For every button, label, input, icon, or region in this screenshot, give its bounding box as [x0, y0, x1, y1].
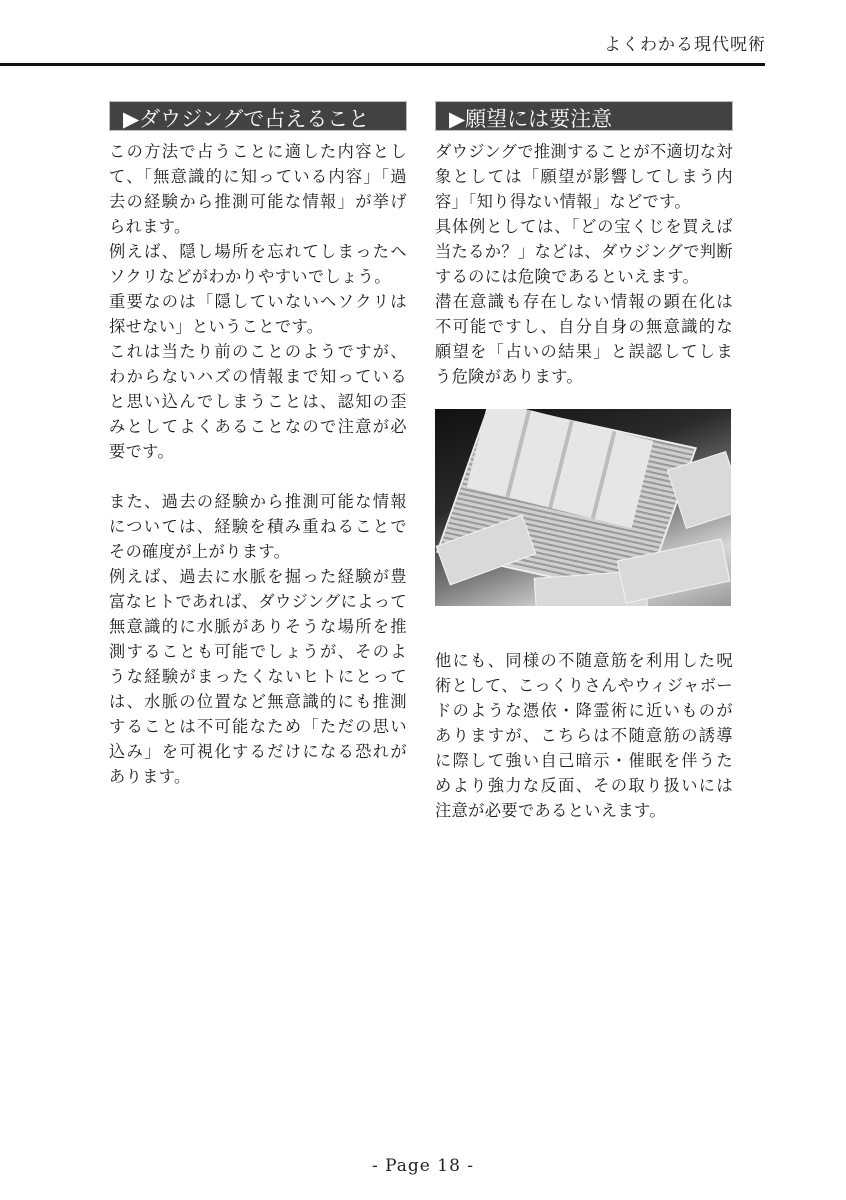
left-column — [109, 101, 407, 789]
paragraph: また、過去の経験から推測可能な情報については、経験を積み重ねることでその確度が上がります。 — [109, 492, 407, 561]
paragraph: 例えば、隠し場所を忘れてしまったヘソクリなどがわかりやすいでしょう。 — [109, 242, 407, 286]
running-title: よくわかる現代呪術 — [604, 35, 766, 55]
paragraph-gap — [109, 464, 407, 489]
paragraph: 重要なのは「隠していないヘソクリは探せない」ということです。 — [109, 292, 407, 336]
paragraph: 他にも、同様の不随意筋を利用した呪術として、こっくりさんやウィジャボードのような憑依・降霊術に近いものがありますが、こちらは不随意筋の誘導に際して強い自己暗示・催眠を伴うためより強力な反面、その取り扱いには注意が必要であるといえます。 — [435, 651, 733, 820]
section-title-dowsing: ▶ダウジングで占えること — [109, 101, 407, 131]
paragraph: 潜在意識も存在しない情報の顕在化は不可能ですし、自分自身の無意識的な願望を「占いの結果」と誤認してしまう危険があります。 — [435, 292, 733, 386]
header-rule — [0, 63, 765, 66]
paragraph: ダウジングで推測することが不適切な対象としては「願望が影響してしまう内容」「知り得ない情報」などです。 — [435, 142, 733, 211]
right-body — [435, 139, 733, 389]
paragraph: 具体例としては、「どの宝くじを買えば当たるか？」などは、ダウジングで判断するのには危険であるといえます。 — [435, 217, 733, 286]
right-column — [435, 101, 733, 823]
left-body — [109, 139, 407, 789]
page-number: - Page 18 - — [371, 1156, 475, 1176]
right-body-continued — [435, 648, 733, 823]
section-title-wishes: ▶願望には要注意 — [435, 101, 733, 131]
paragraph: この方法で占うことに適した内容として、「無意識的に知っている内容」「過去の経験から推測可能な情報」が挙げられます。 — [109, 142, 407, 236]
money-briefcase-photo — [435, 409, 731, 606]
paragraph: これは当たり前のことのようですが、わからないハズの情報まで知っていると思い込んでしまうことは、認知の歪みとしてよくあることなので注意が必要です。 — [109, 342, 407, 461]
paragraph: 例えば、過去に水脈を掘った経験が豊富なヒトであれば、ダウジングによって無意識的に水脈がありそうな場所を推測することも可能でしょうが、そのような経験がまったくないヒトにとっては、水脈の位置など無意識的にも推測することは不可能なため「ただの思い込み」を可視化するだけになる恐れがあります。 — [109, 567, 407, 786]
